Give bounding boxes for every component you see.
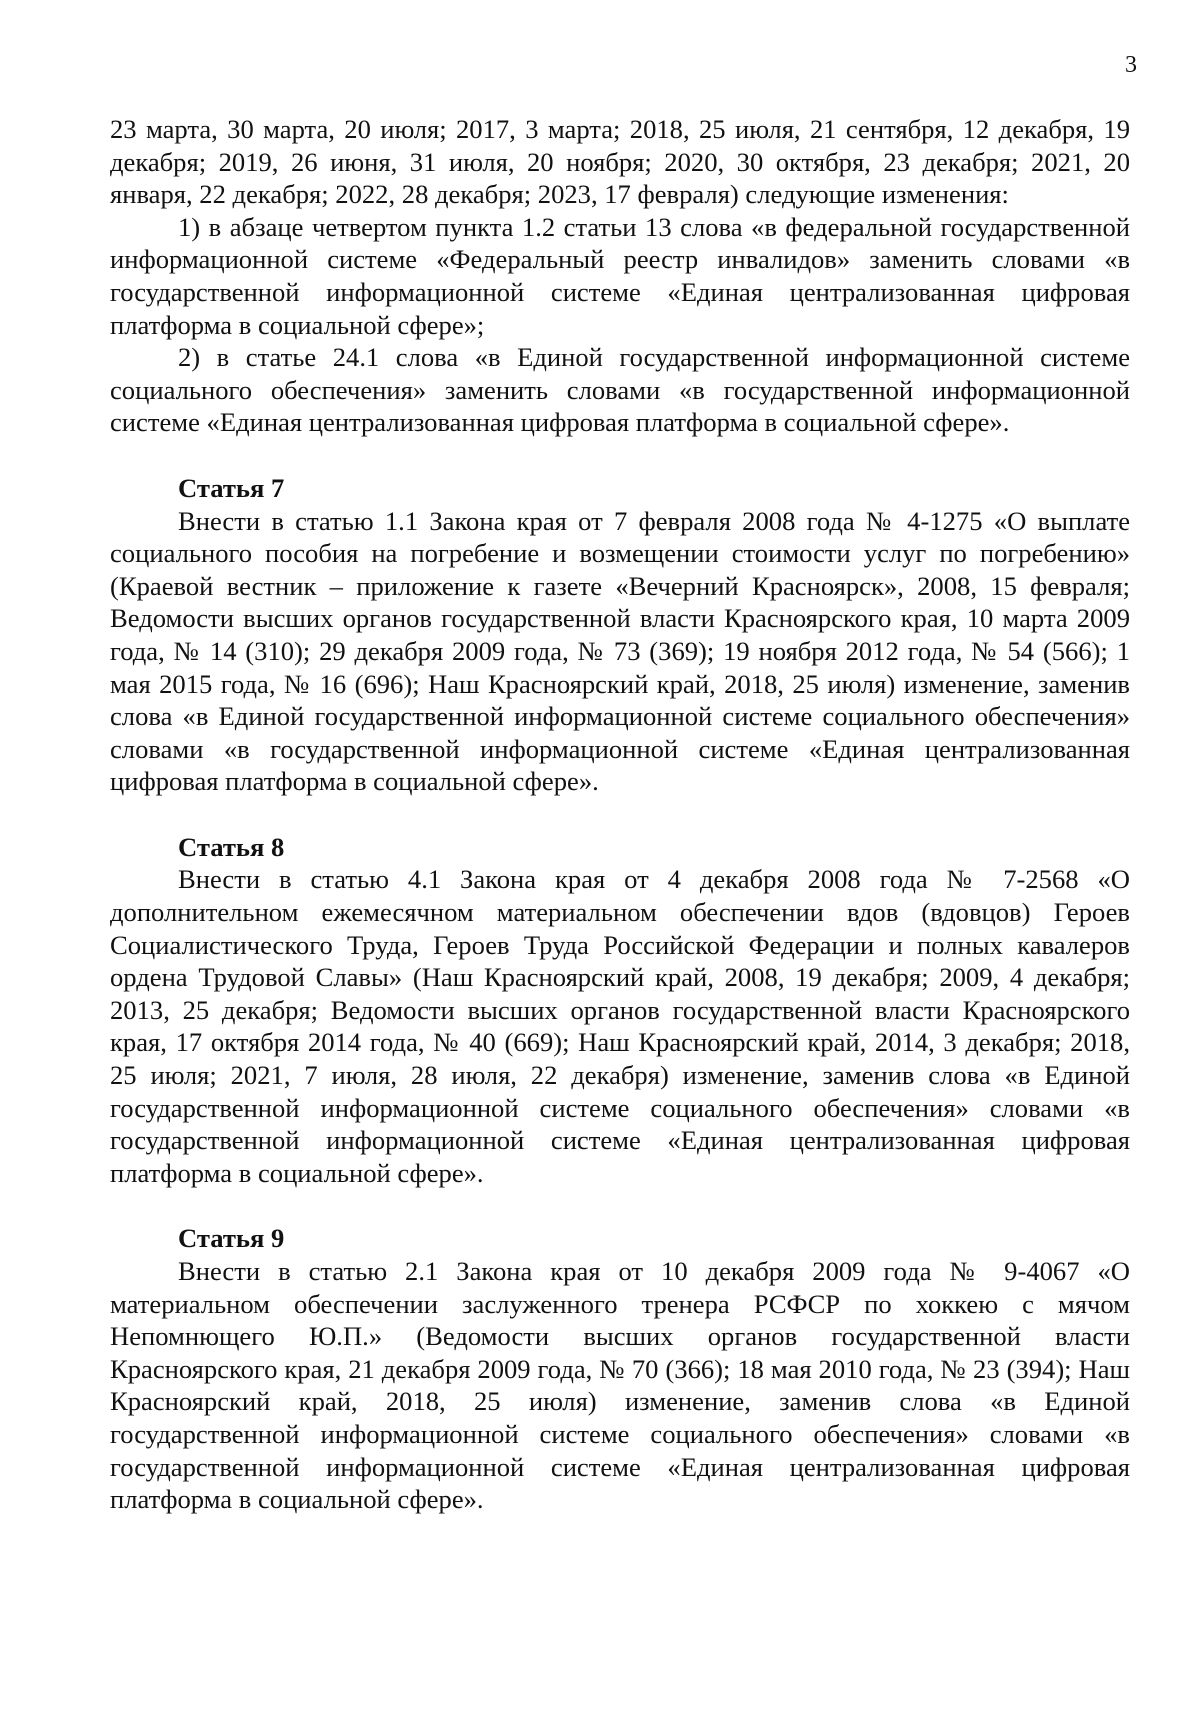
section-gap — [110, 798, 1130, 831]
amendment-item-1: 1) в абзаце четвертом пункта 1.2 статьи 13 слова «в федеральной государственной информационной системе «Федеральный реестр инвалидов» заменить словами «в государственной информационной системе «Единая централизованная цифровая платформа в социальной сфере»; — [110, 211, 1130, 340]
article-9-heading: Статья 9 — [178, 1223, 285, 1254]
page-number: 3 — [1125, 52, 1137, 78]
article-7-heading: Статья 7 — [178, 472, 285, 503]
section-gap — [110, 1189, 1130, 1222]
document-body — [110, 113, 1130, 1516]
amendment-item-2: 2) в статье 24.1 слова «в Единой государственной информационной системе социального обеспечения» заменить словами «в государственной информационной системе «Единая централизованная цифровая платформа в социальной сфере». — [110, 342, 1130, 438]
article-7-text: Внести в статью 1.1 Закона края от 7 февраля 2008 года № 4-1275 «О выплате социального пособия на погребение и возмещении стоимости услуг по погребению» (Краевой вестник – приложение к газете «Вечерний Красноярск», 2008, 15 февраля; Ведомости высших органов государственной власти Красноярского края, 10 марта 2009 года, № 14 (310); 29 декабря 2009 года, № 73 (369); 19 ноября 2012 года, № 54 (566); 1 мая 2015 года, № 16 (696); Наш Красноярский край, 2018, 25 июля) изменение, заменив слова «в Единой государственной информационной системе социального обеспечения» словами «в государственной информационной системе «Единая централизованная цифровая платформа в социальной сфере». — [110, 505, 1130, 797]
article-8-text: Внести в статью 4.1 Закона края от 4 декабря 2008 года № 7-2568 «О дополнительном ежемесячном материальном обеспечении вдов (вдовцов) Героев Социалистического Труда, Героев Труда Российской Федерации и полных кавалеров ордена Трудовой Славы» (Наш Красноярский край, 2008, 19 декабря; 2009, 4 декабря; 2013, 25 декабря; Ведомости высших органов государственной власти Красноярского края, 17 октября 2014 года, № 40 (669); Наш Красноярский край, 2014, 3 декабря; 2018, 25 июля; 2021, 7 июля, 28 июля, 22 декабря) изменение, заменив слова «в Единой государственной информационной системе социального обеспечения» словами «в государственной информационной системе «Единая централизованная цифровая платформа в социальной сфере». — [110, 864, 1130, 1188]
intro-paragraph: 23 марта, 30 марта, 20 июля; 2017, 3 марта; 2018, 25 июля, 21 сентября, 12 декабря, 19 декабря; 2019, 26 июня, 31 июля, 20 ноября; 2020, 30 октября, 23 декабря; 2021, 20 января, 22 декабря; 2022, 28 декабря; 2023, 17 февраля) следующие изменения: — [110, 114, 1130, 210]
article-9-text: Внести в статью 2.1 Закона края от 10 декабря 2009 года № 9-4067 «О материальном обеспечении заслуженного тренера РСФСР по хоккею с мячом Непомнющего Ю.П.» (Ведомости высших органов государственной власти Красноярского края, 21 декабря 2009 года, № 70 (366); 18 мая 2010 года, № 23 (394); Наш Красноярский край, 2018, 25 июля) изменение, заменив слова «в Единой государственной информационной системе социального обеспечения» словами «в государственной информационной системе «Единая централизованная цифровая платформа в социальной сфере». — [110, 1256, 1130, 1515]
article-8-heading: Статья 8 — [178, 831, 285, 862]
section-gap — [110, 439, 1130, 472]
